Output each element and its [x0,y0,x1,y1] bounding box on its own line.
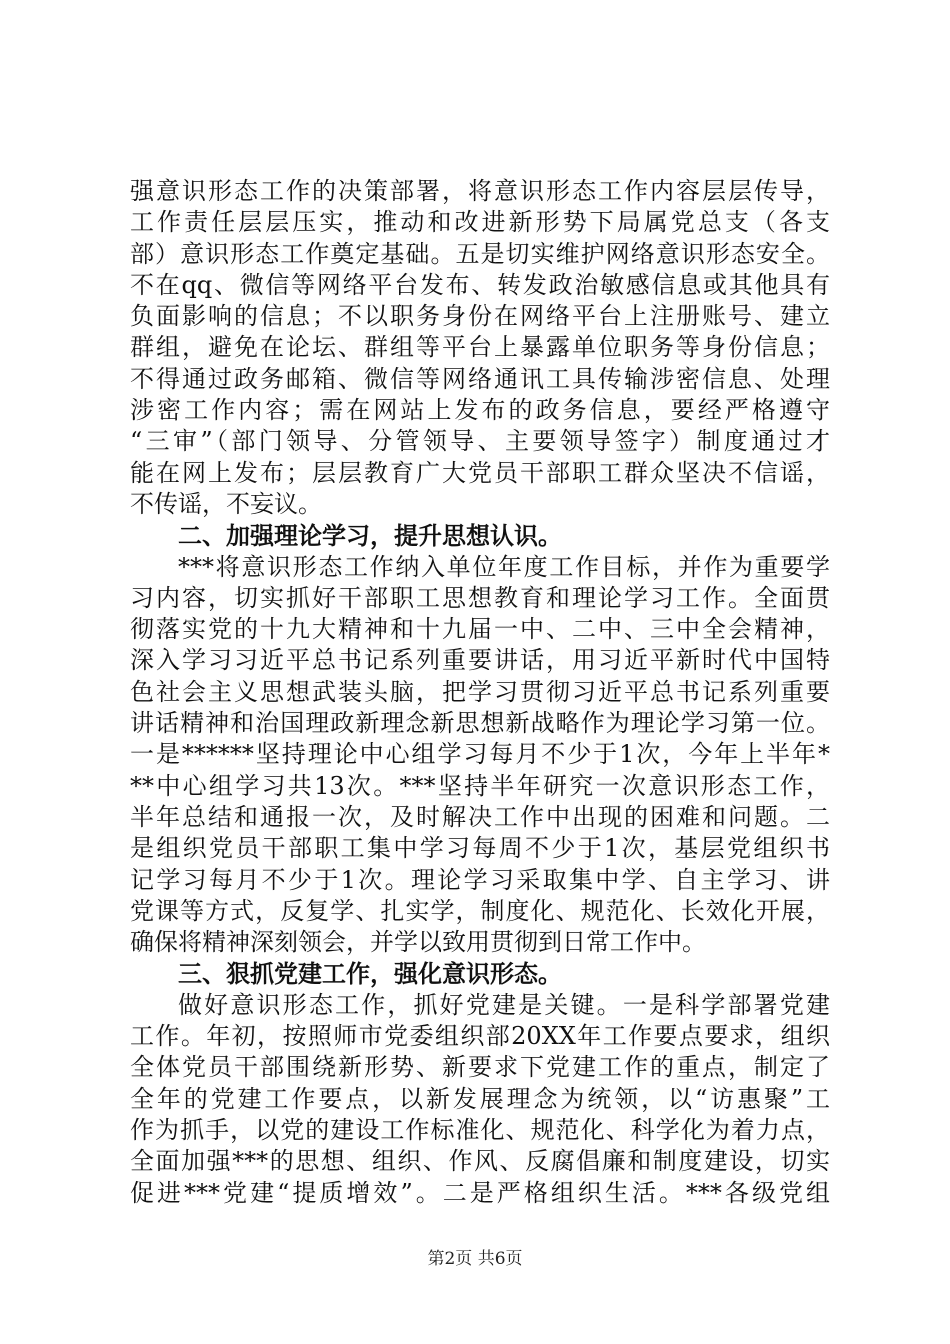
text-line: 全面加强***的思想、组织、作风、反腐倡廉和制度建设，切实 [130,1147,830,1176]
text-line: 能在网上发布；层层教育广大党员干部职工群众坚决不信谣， [130,458,830,487]
text-line: 全年的党建工作要点，以新发展理念为统领，以“访惠聚”工 [130,1084,830,1113]
text-line: 一是******坚持理论中心组学习每月不少于1次，今年上半年* [130,740,830,769]
text-line: 工作。年初，按照师市党委组织部20XX年工作要点要求，组织 [130,1022,830,1051]
text-line: 强意识形态工作的决策部署，将意识形态工作内容层层传导， [130,177,830,205]
text-line: ***将意识形态工作纳入单位年度工作目标，并作为重要学 [178,552,830,581]
document-body [130,176,830,1209]
text-line: 促进***党建“提质增效”。二是严格组织生活。***各级党组 [130,1178,830,1207]
text-line: **中心组学习共13次。***坚持半年研究一次意识形态工作， [130,771,830,800]
text-line: 确保将精神深刻领会，并学以致用贯彻到日常工作中。 [130,928,706,957]
text-line: 部）意识形态工作奠定基础。五是切实维护网络意识形态安全。 [130,239,830,268]
text-line: 色社会主义思想武装头脑，把学习贯彻习近平总书记系列重要 [130,677,830,706]
text-line: 讲话精神和治国理政新理念新思想新战略作为理论学习第一位。 [130,709,830,738]
section-heading-3: 三、狠抓党建工作，强化意识形态。 [178,959,562,989]
text-line: 党课等方式，反复学、扎实学，制度化、规范化、长效化开展， [130,896,830,925]
text-line: 工作责任层层压实，推动和改进新形势下局属党总支（各支 [130,208,830,237]
text-line: 习内容，切实抓好干部职工思想教育和理论学习工作。全面贯 [130,583,830,612]
text-line: 彻落实党的十九大精神和十九届一中、二中、三中全会精神， [130,615,830,644]
text-line: 半年总结和通报一次，及时解决工作中出现的困难和问题。二 [130,802,830,831]
text-line: 负面影响的信息；不以职务身份在网络平台上注册账号、建立 [130,302,830,331]
text-line: 涉密工作内容；需在网站上发布的政务信息，要经严格遵守 [130,396,830,425]
paragraph-1 [130,176,830,520]
text-line: 群组，避免在论坛、群组等平台上暴露单位职务等身份信息； [130,333,830,362]
paragraph-3 [130,990,830,1209]
text-line: 作为抓手，以党的建设工作标准化、规范化、科学化为着力点， [130,1115,830,1144]
text-line: 记学习每月不少于1次。理论学习采取集中学、自主学习、讲 [130,865,830,894]
text-line: 不传谣，不妄议。 [130,489,322,518]
text-line: 做好意识形态工作，抓好党建是关键。一是科学部署党建 [178,990,830,1019]
text-line: 不得通过政务邮箱、微信等网络通讯工具传输涉密信息、处理 [130,364,830,393]
text-line: “三审”（部门领导、分管领导、主要领导签字）制度通过才 [130,427,830,456]
text-line: 全体党员干部围绕新形势、新要求下党建工作的重点，制定了 [130,1053,830,1082]
paragraph-2 [130,552,830,959]
section-heading-2: 二、加强理论学习，提升思想认识。 [178,521,562,551]
text-line: 是组织党员干部职工集中学习每周不少于1次，基层党组织书 [130,834,830,863]
text-line: 不在qq、微信等网络平台发布、转发政治敏感信息或其他具有 [130,270,830,299]
text-line: 深入学习习近平总书记系列重要讲话，用习近平新时代中国特 [130,646,830,675]
page-number-footer: 第2页 共6页 [427,1249,523,1269]
